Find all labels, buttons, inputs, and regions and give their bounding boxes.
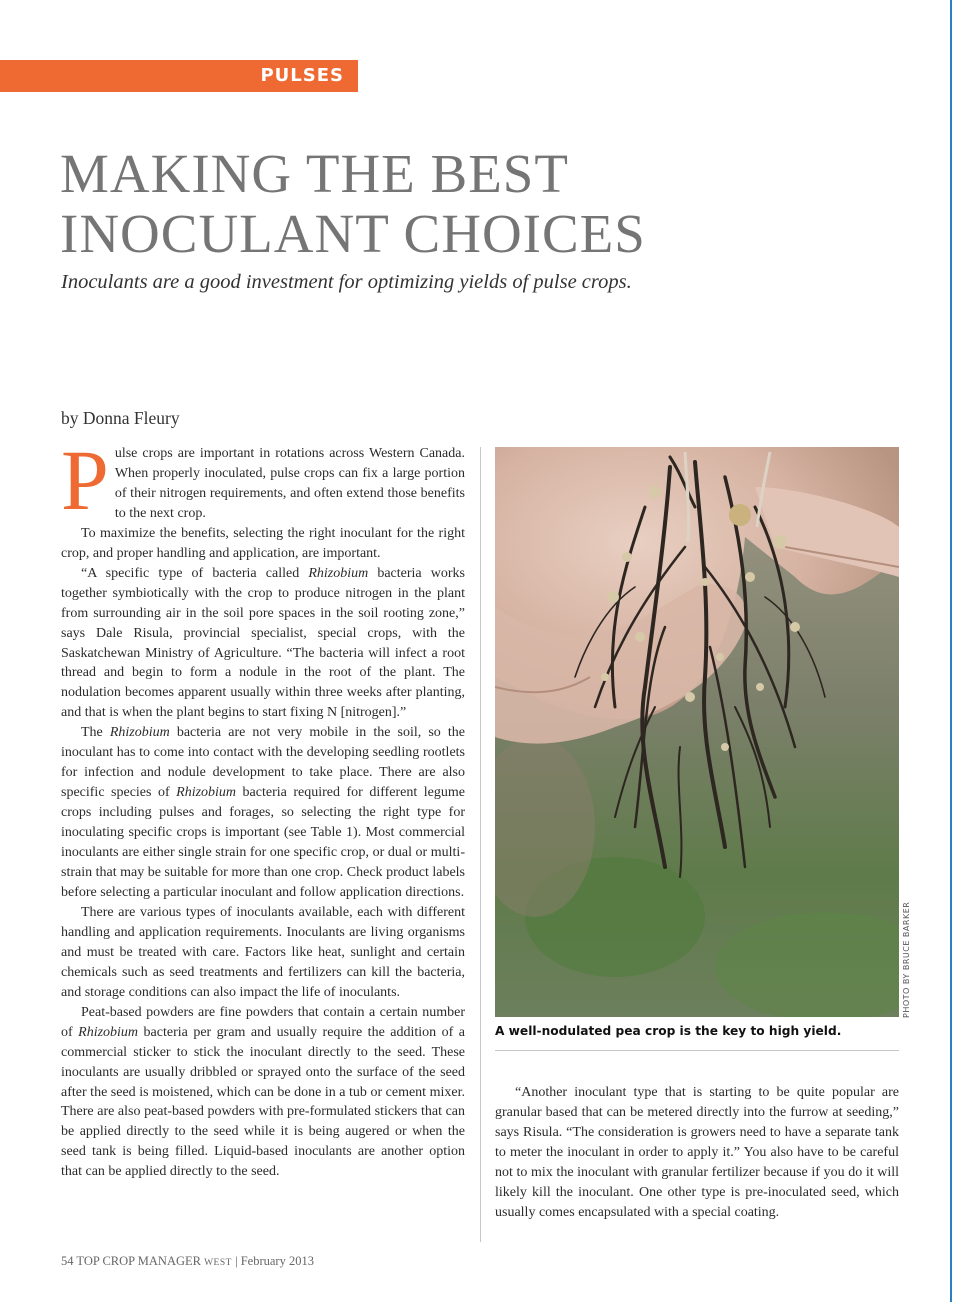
- byline: by Donna Fleury: [61, 408, 180, 428]
- paragraph-2: To maximize the benefits, selecting the right inoculant for the right crop, and proper handling and application, are important.: [61, 525, 465, 561]
- right-paragraph-1: “Another inoculant type that is starting to be quite popular are granular based that can be metered directly into the furrow at seeding,” says Risula. “The consideration is growers need to have a separate tank to meter the inoculant in order to apply it.” You also have to be careful not to mix the inoculant with granular fertilizer because if you do it will likely kill the inoculant. One other type is pre-inoculated seed, which usually comes encapsulated with a special coating.: [495, 1085, 899, 1220]
- photo-credit: PHOTO BY BRUCE BARKER: [902, 901, 911, 1018]
- magazine-name: TOP CROP MANAGER: [76, 1254, 201, 1268]
- page-footer: [61, 1254, 314, 1269]
- footer-separator: |: [235, 1254, 238, 1268]
- article-column-right: [495, 1083, 899, 1223]
- caption-rule: [495, 1050, 899, 1051]
- article-deck: Inoculants are a good investment for optimizing yields of pulse crops.: [61, 271, 632, 293]
- section-banner: [0, 60, 358, 92]
- drop-cap: P: [61, 432, 109, 528]
- page-edge-rule: [950, 0, 952, 1302]
- paragraph-1: Pulse crops are important in rotations across Western Canada. When properly inoculated, pulse crops can fix a large portion of their nitrogen requirements, and often extend those benefits to the next crop.: [61, 432, 465, 528]
- section-label: PULSES: [260, 65, 344, 86]
- magazine-edition: WEST: [204, 1258, 232, 1268]
- article-column-left: [61, 432, 465, 1182]
- paragraph-3: “A specific type of bacteria called Rhizobium bacteria works together symbiotically with the crop to produce nitrogen in the plant from surrounding air in the soil pore spaces in the soil rooting zone,” says Dale Risula, provincial specialist, special crops, with the Saskatchewan Ministry of Agriculture. “The bacteria will infect a root thread and begin to form a nodule in the root of the plant. The nodulation becomes apparent usually within three weeks after planting, and that is when the plant begins to start fixing N [nitrogen].”: [61, 565, 465, 721]
- paragraph-5: There are various types of inoculants available, each with different handling and application requirements. Inoculants are living organisms and must be treated with care. Factors like heat, sunlight and certain chemicals such as seed treatments and fertilizers can kill the bacteria, and storage conditions can also impact the life of inoculants.: [61, 904, 465, 1000]
- issue-date: February 2013: [240, 1254, 314, 1268]
- photo-pea-roots: [495, 447, 899, 1017]
- photo-caption: A well-nodulated pea crop is the key to high yield.: [495, 1024, 842, 1038]
- paragraph-6: Peat-based powders are fine powders that contain a certain number of Rhizobium bacteria per gram and usually require the addition of a commercial sticker to stick the inoculant directly to the seed. These inoculants are usually dribbled or sprayed onto the surface of the seed after the seed is moistened, which can be done in a tub or cement mixer. There are also peat-based powders with pre-formulated stickers that can be applied directly to the seed while it is being augered or when the seed tank is being filled. Liquid-based inoculants are another option that can be applied directly to the seed.: [61, 1004, 465, 1180]
- headline-line-1: MAKING THE BEST: [60, 143, 569, 204]
- column-divider: [480, 447, 481, 1242]
- article-headline: [60, 144, 920, 264]
- page-number: 54: [61, 1254, 74, 1268]
- paragraph-4: The Rhizobium bacteria are not very mobile in the soil, so the inoculant has to come into contact with the developing seedling rootlets for infection and nodule development to take place. There are also specific species of Rhizobium bacteria required for different legume crops including pulses and forages, so selecting the right type for inoculating specific crops is important (see Table 1). Most commercial inoculants are either single strain for one specific crop, or dual or multi-strain that may be suitable for more than one crop. Check product labels before selecting a particular inoculant and follow application directions.: [61, 725, 465, 900]
- headline-line-2: INOCULANT CHOICES: [60, 203, 646, 264]
